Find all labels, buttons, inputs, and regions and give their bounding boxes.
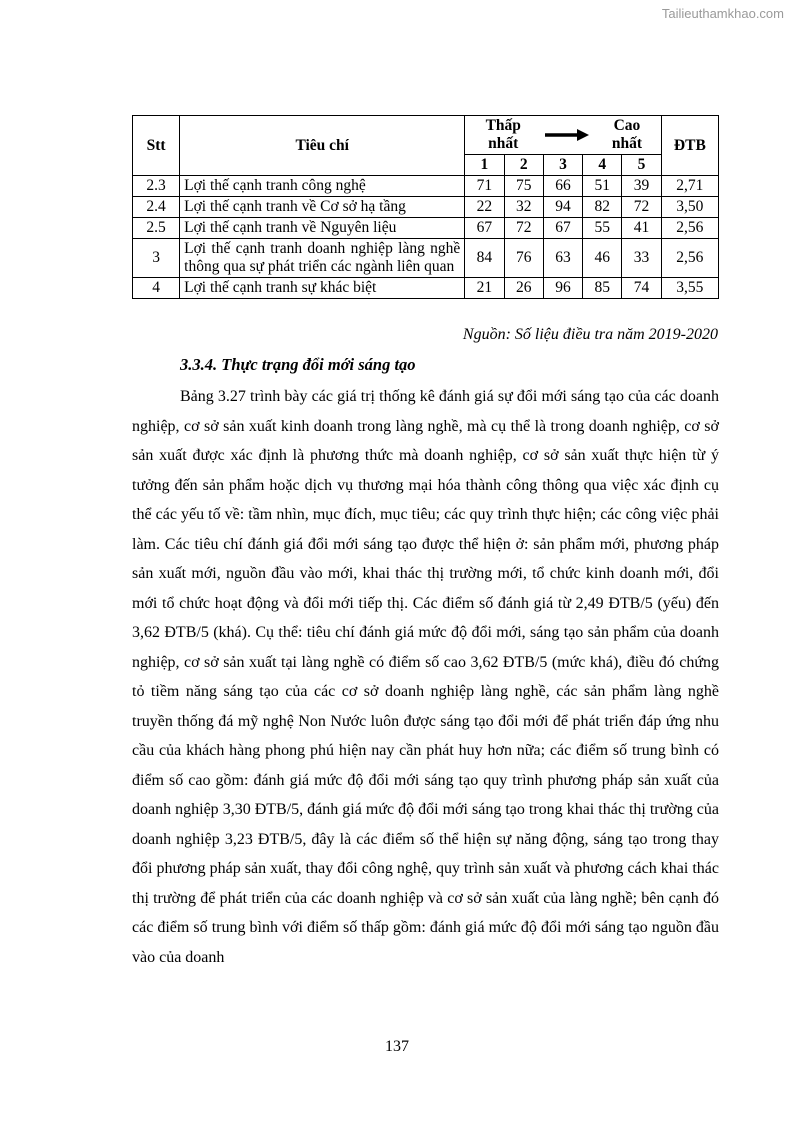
level-header: 3 — [543, 155, 582, 176]
row-criteria: Lợi thế cạnh tranh công nghệ — [180, 176, 465, 197]
header-avg: ĐTB — [661, 116, 718, 176]
level-header: 2 — [504, 155, 543, 176]
row-avg: 2,56 — [661, 218, 718, 239]
row-value: 41 — [622, 218, 661, 239]
row-criteria: Lợi thế cạnh tranh doanh nghiệp làng nghề thông qua sự phát triển các ngành liên quan — [180, 239, 465, 278]
row-stt: 3 — [133, 239, 180, 278]
table-row — [133, 218, 719, 239]
level-header: 4 — [583, 155, 622, 176]
table-row — [133, 239, 719, 278]
level-header: 1 — [465, 155, 504, 176]
row-value: 26 — [504, 278, 543, 299]
row-value: 51 — [583, 176, 622, 197]
page-number: 137 — [385, 1038, 409, 1055]
row-value: 76 — [504, 239, 543, 278]
row-value: 22 — [465, 197, 504, 218]
row-value: 75 — [504, 176, 543, 197]
row-value: 33 — [622, 239, 661, 278]
table-row — [133, 278, 719, 299]
row-value: 55 — [583, 218, 622, 239]
row-value: 67 — [465, 218, 504, 239]
criteria-table — [132, 115, 719, 299]
scale-high-label: Cao nhất — [611, 117, 643, 152]
row-value: 85 — [583, 278, 622, 299]
row-stt: 2.3 — [133, 176, 180, 197]
row-avg: 2,71 — [661, 176, 718, 197]
row-avg: 3,50 — [661, 197, 718, 218]
row-value: 71 — [465, 176, 504, 197]
row-value: 66 — [543, 176, 582, 197]
scale-low-label: Thấp nhất — [485, 117, 521, 152]
row-stt: 4 — [133, 278, 180, 299]
row-value: 72 — [504, 218, 543, 239]
table-row — [133, 197, 719, 218]
row-value: 39 — [622, 176, 661, 197]
body-paragraph: Bảng 3.27 trình bày các giá trị thống kê đánh giá sự đổi mới sáng tạo của các doanh nghiệp, cơ sở sản xuất kinh doanh trong làng nghề, mà cụ thể là trong doanh nghiệp, cơ sở sản xuất được xác định là phương thức mà doanh nghiệp, cơ sở sản xuất thực hiện từ ý tưởng đến sản phẩm hoặc dịch vụ thương mại hóa thành công thông qua việc xác định cụ thể các yếu tố về: tầm nhìn, mục đích, mục tiêu; các quy trình thực hiện; các công việc phải làm. Các tiêu chí đánh giá đổi mới sáng tạo được thể hiện ở: sản phẩm mới, phương pháp sản xuất mới, nguồn đầu vào mới, khai thác thị trường mới, tổ chức kinh doanh mới, đổi mới tổ chức hoạt động và đổi mới tiếp thị. Các điểm số đánh giá từ 2,49 ĐTB/5 (yếu) đến 3,62 ĐTB/5 (khá). Cụ thể: tiêu chí đánh giá mức độ đổi mới, sáng tạo sản phẩm của doanh nghiệp, cơ sở sản xuất tại làng nghề có điểm số cao 3,62 ĐTB/5 (mức khá), điều đó chứng tỏ tiềm năng sáng tạo của các cơ sở doanh nghiệp làng nghề, các sản phẩm làng nghề truyền thống đá mỹ nghệ Non Nước luôn được sáng tạo đổi mới để phát triển đáp ứng nhu cầu của khách hàng phong phú hiện nay cần phát huy hơn nữa; các điểm số trung bình có điểm số cao gồm: đánh giá mức độ đổi mới sáng tạo quy trình phương pháp sản xuất của doanh nghiệp 3,30 ĐTB/5, đánh giá mức độ đổi mới sáng tạo trong khai thác thị trường của doanh nghiệp 3,23 ĐTB/5, đây là các điểm số thể hiện sự năng động, sáng tạo trong thay đổi phương pháp sản xuất, thay đổi công nghệ, quy trình sản xuất và phương cách khai thác thị trường để phát triển của các doanh nghiệp và cơ sở sản xuất của làng nghề; bên cạnh đó các điểm số trung bình với điểm số thấp gồm: đánh giá mức độ đổi mới sáng tạo nguồn đầu vào của doanh — [132, 388, 719, 966]
row-criteria: Lợi thế cạnh tranh sự khác biệt — [180, 278, 465, 299]
row-value: 46 — [583, 239, 622, 278]
row-value: 72 — [622, 197, 661, 218]
row-avg: 2,56 — [661, 239, 718, 278]
table-source-note: Nguồn: Số liệu điều tra năm 2019-2020 — [462, 326, 718, 343]
row-value: 21 — [465, 278, 504, 299]
row-value: 67 — [543, 218, 582, 239]
header-scale — [465, 116, 661, 155]
body-text — [132, 382, 719, 972]
row-value: 84 — [465, 239, 504, 278]
row-value: 74 — [622, 278, 661, 299]
row-criteria: Lợi thế cạnh tranh về Nguyên liệu — [180, 218, 465, 239]
row-value: 32 — [504, 197, 543, 218]
row-stt: 2.4 — [133, 197, 180, 218]
right-arrow-icon — [545, 129, 589, 141]
row-value: 82 — [583, 197, 622, 218]
header-stt: Stt — [133, 116, 180, 176]
row-value: 63 — [543, 239, 582, 278]
section-heading: 3.3.4. Thực trạng đổi mới sáng tạo — [180, 355, 416, 374]
table-header-row — [133, 116, 719, 155]
level-header: 5 — [622, 155, 661, 176]
header-criteria: Tiêu chí — [180, 116, 465, 176]
row-value: 94 — [543, 197, 582, 218]
watermark-text: Tailieuthamkhao.com — [661, 6, 784, 21]
row-stt: 2.5 — [133, 218, 180, 239]
table-row — [133, 176, 719, 197]
row-criteria: Lợi thế cạnh tranh về Cơ sở hạ tầng — [180, 197, 465, 218]
row-avg: 3,55 — [661, 278, 718, 299]
row-value: 96 — [543, 278, 582, 299]
